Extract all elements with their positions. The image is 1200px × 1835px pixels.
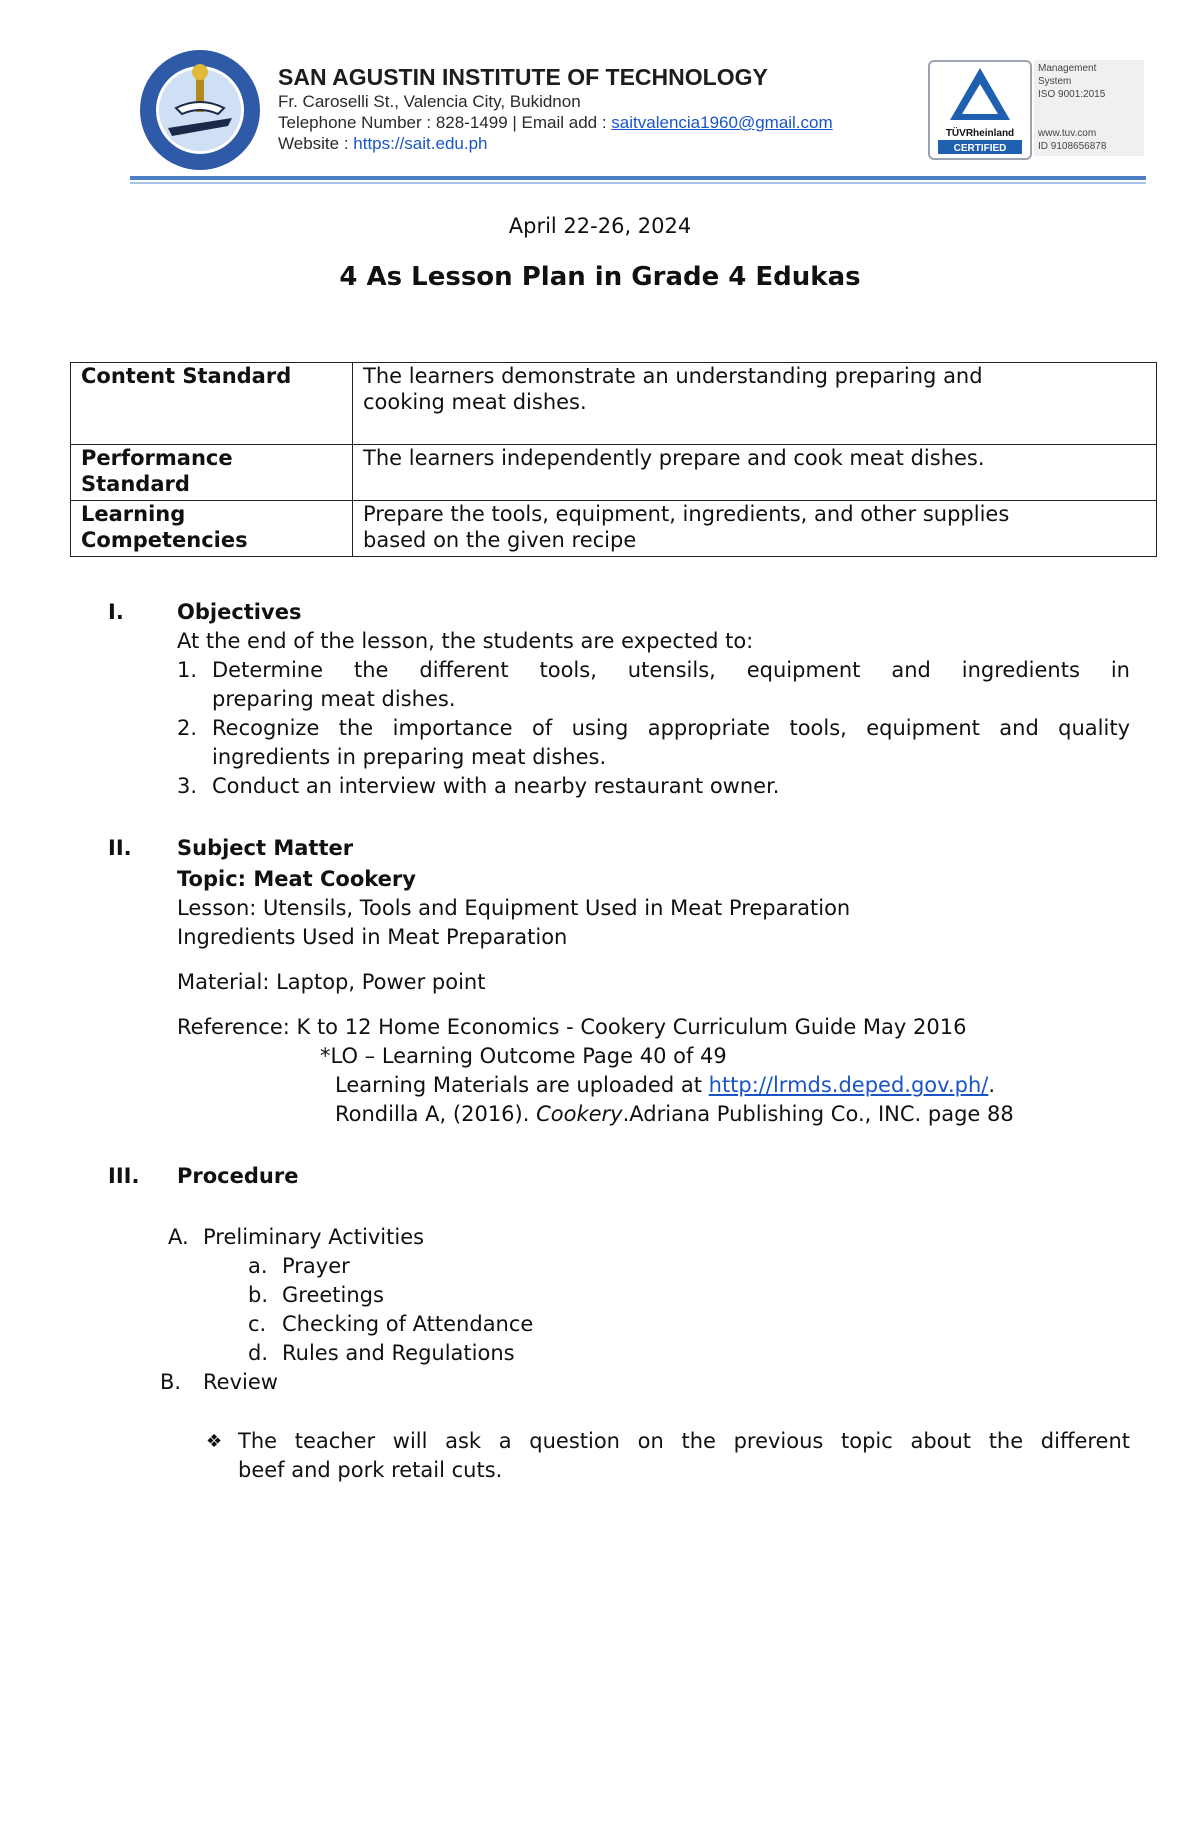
- list-number: 3.: [177, 774, 198, 798]
- lesson-line: Lesson: Utensils, Tools and Equipment Used in Meat Preparation: [177, 896, 851, 920]
- objective-item: preparing meat dishes.: [212, 687, 456, 711]
- lesson-line: Ingredients Used in Meat Preparation: [177, 925, 568, 949]
- cert-side-line: ID 9108656878: [1038, 141, 1107, 152]
- sub-letter: c.: [248, 1312, 267, 1336]
- school-name: SAN AGUSTIN INSTITUTE OF TECHNOLOGY: [278, 64, 768, 90]
- objective-item: Determine the different tools, utensils, equipment and ingredients in: [212, 658, 1130, 682]
- website-line: [278, 134, 487, 154]
- table-row: [71, 363, 1157, 445]
- cert-side-line: ISO 9001:2015: [1038, 89, 1106, 100]
- book-title: Cookery: [536, 1102, 623, 1126]
- sub-letter: A.: [168, 1225, 189, 1249]
- objective-item: Conduct an interview with a nearby restaurant owner.: [212, 774, 780, 798]
- section-numeral: II.: [108, 836, 132, 860]
- content-standard-text: The learners demonstrate an understanding preparing and: [363, 364, 983, 388]
- standards-table: [70, 362, 1157, 557]
- objectives-heading: Objectives: [177, 600, 302, 624]
- book-publisher: .Adriana Publishing Co., INC. page 88: [622, 1102, 1014, 1126]
- activity-item: Checking of Attendance: [282, 1312, 534, 1336]
- book-author: Rondilla A, (2016).: [335, 1102, 537, 1126]
- reference-materials-suffix: .: [988, 1073, 996, 1097]
- sub-letter: b.: [248, 1283, 269, 1307]
- school-seal-icon: [138, 48, 262, 172]
- list-number: 2.: [177, 716, 198, 740]
- table-value-cell: [353, 501, 1157, 557]
- reference-lo-line: *LO – Learning Outcome Page 40 of 49: [320, 1044, 727, 1068]
- activity-item: Prayer: [282, 1254, 350, 1278]
- email-link[interactable]: saitvalencia1960@gmail.com: [611, 113, 833, 132]
- tuv-rheinland-certified-icon: [928, 60, 1032, 160]
- list-number: 1.: [177, 658, 198, 682]
- reference-materials-text: Learning Materials are uploaded at: [335, 1073, 709, 1097]
- cert-side-line: www.tuv.com: [1038, 128, 1097, 139]
- table-value-cell: [353, 445, 1157, 501]
- review-text: The teacher will ask a question on the previous topic about the different: [238, 1429, 1130, 1453]
- table-row: [71, 445, 1157, 501]
- table-key-cell: [71, 445, 353, 501]
- performance-standard-label: Standard: [81, 472, 190, 496]
- school-address: Fr. Caroselli St., Valencia City, Bukidnon: [278, 92, 581, 111]
- learning-competencies-label: Competencies: [81, 528, 248, 552]
- page-title: 4 As Lesson Plan in Grade 4 Edukas: [339, 262, 861, 292]
- objectives-intro: At the end of the lesson, the students are expected to:: [177, 629, 754, 653]
- section-numeral: III.: [108, 1164, 140, 1188]
- cert-side-line: Management: [1038, 63, 1097, 74]
- sub-letter: d.: [248, 1341, 269, 1365]
- table-key-cell: [71, 501, 353, 557]
- performance-standard-text: The learners independently prepare and cook meat dishes.: [363, 446, 985, 470]
- cert-label-text: CERTIFIED: [953, 143, 1007, 154]
- header-divider-thin: [130, 182, 1146, 184]
- preliminary-activities-label: Preliminary Activities: [203, 1225, 425, 1249]
- diamond-bullet-icon: ❖: [206, 1431, 223, 1452]
- learning-competencies-text: based on the given recipe: [363, 528, 637, 552]
- reference-line: Reference: K to 12 Home Economics - Cookery Curriculum Guide May 2016: [177, 1015, 967, 1039]
- lrmds-link[interactable]: http://lrmds.deped.gov.ph/: [708, 1073, 989, 1097]
- material-line: Material: Laptop, Power point: [177, 970, 486, 994]
- objective-item: Recognize the importance of using appropriate tools, equipment and quality: [212, 716, 1130, 740]
- learning-competencies-label: Learning: [81, 502, 186, 526]
- review-text: beef and pork retail cuts.: [238, 1458, 503, 1482]
- procedure-heading: Procedure: [177, 1164, 299, 1188]
- subject-matter-heading: Subject Matter: [177, 836, 354, 860]
- performance-standard-label: Performance: [81, 446, 233, 470]
- table-key-cell: [71, 363, 353, 445]
- lesson-date: April 22-26, 2024: [508, 214, 692, 238]
- objective-item: ingredients in preparing meat dishes.: [212, 745, 607, 769]
- activity-item: Rules and Regulations: [282, 1341, 515, 1365]
- contact-line: [278, 113, 833, 133]
- content-standard-label: Content Standard: [81, 364, 292, 388]
- website-label: Website :: [278, 134, 354, 153]
- section-numeral: I.: [108, 600, 124, 624]
- activity-item: Greetings: [282, 1283, 384, 1307]
- cert-side-line: System: [1038, 76, 1072, 87]
- content-standard-text: cooking meat dishes.: [363, 390, 587, 414]
- learning-competencies-text: Prepare the tools, equipment, ingredients, and other supplies: [363, 502, 1010, 526]
- review-label: Review: [203, 1370, 278, 1394]
- reference-materials-line: [335, 1071, 995, 1100]
- cert-side-panel: [1034, 60, 1144, 156]
- table-value-cell: [353, 363, 1157, 445]
- sub-letter: B.: [160, 1370, 182, 1394]
- table-row: [71, 501, 1157, 557]
- cert-brand-text: TÜVRheinland: [945, 128, 1015, 139]
- topic-line: Topic: Meat Cookery: [177, 867, 416, 891]
- telephone-label: Telephone Number : 828-1499 | Email add :: [278, 113, 612, 132]
- reference-book-line: [335, 1100, 1014, 1129]
- website-link[interactable]: https://sait.edu.ph: [353, 134, 488, 153]
- sub-letter: a.: [248, 1254, 268, 1278]
- header-divider: [130, 176, 1146, 180]
